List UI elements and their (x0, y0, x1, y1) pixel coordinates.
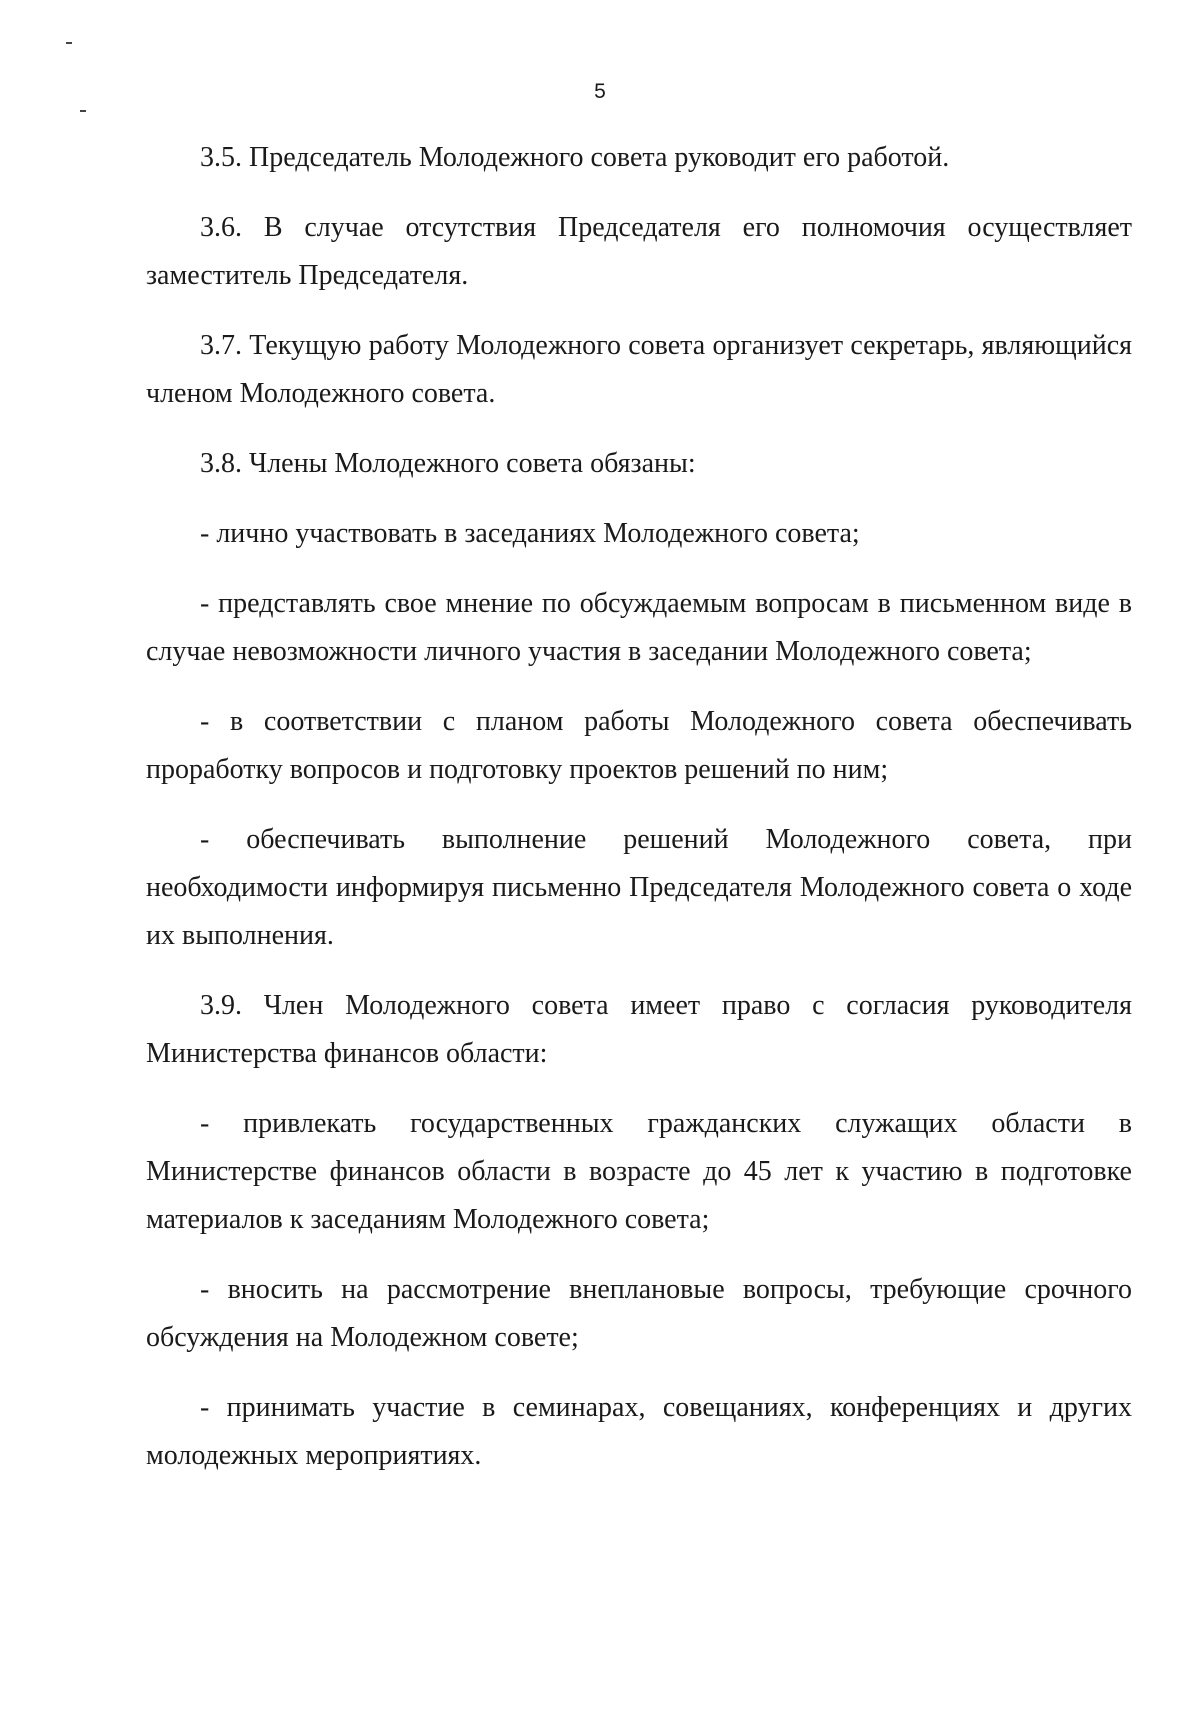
list-item-3-9-b: - вносить на рассмотрение внеплановые вопросы, требующие срочного обсуждения на Молодежном совете; (146, 1274, 1132, 1353)
list-item-3-9-a: - привлекать государственных гражданских служащих области в Министерстве финансов области в возрасте до 45 лет к участию в подготовке материалов к заседаниям Молодежного совета; (146, 1108, 1132, 1235)
paragraph-3-5: 3.5. Председатель Молодежного совета руководит его работой. (200, 142, 950, 173)
document-body (146, 134, 1132, 1502)
paragraph-3-8: 3.8. Члены Молодежного совета обязаны: (200, 448, 696, 479)
list-item-3-8-d: - обеспечивать выполнение решений Молодежного совета, при необходимости информируя письменно Председателя Молодежного совета о ходе их выполнения. (146, 824, 1132, 951)
page-number: 5 (594, 80, 606, 103)
scan-artifact-mark (80, 110, 86, 112)
list-item-3-8-a: - лично участвовать в заседаниях Молодежного совета; (200, 518, 860, 549)
list-item-3-8-c: - в соответствии с планом работы Молодежного совета обеспечивать проработку вопросов и подготовку проектов решений по ним; (146, 706, 1132, 785)
paragraph-3-9: 3.9. Член Молодежного совета имеет право с согласия руководителя Министерства финансов области: (146, 990, 1132, 1069)
list-item-3-9-c: - принимать участие в семинарах, совещаниях, конференциях и других молодежных мероприятиях. (146, 1392, 1132, 1471)
paragraph-3-6: 3.6. В случае отсутствия Председателя его полномочия осуществляет заместитель Председателя. (146, 212, 1132, 291)
list-item-3-8-b: - представлять свое мнение по обсуждаемым вопросам в письменном виде в случае невозможности личного участия в заседании Молодежного совета; (146, 588, 1132, 667)
paragraph-3-7: 3.7. Текущую работу Молодежного совета организует секретарь, являющийся членом Молодежного совета. (146, 330, 1132, 409)
scan-artifact-mark (66, 42, 72, 44)
